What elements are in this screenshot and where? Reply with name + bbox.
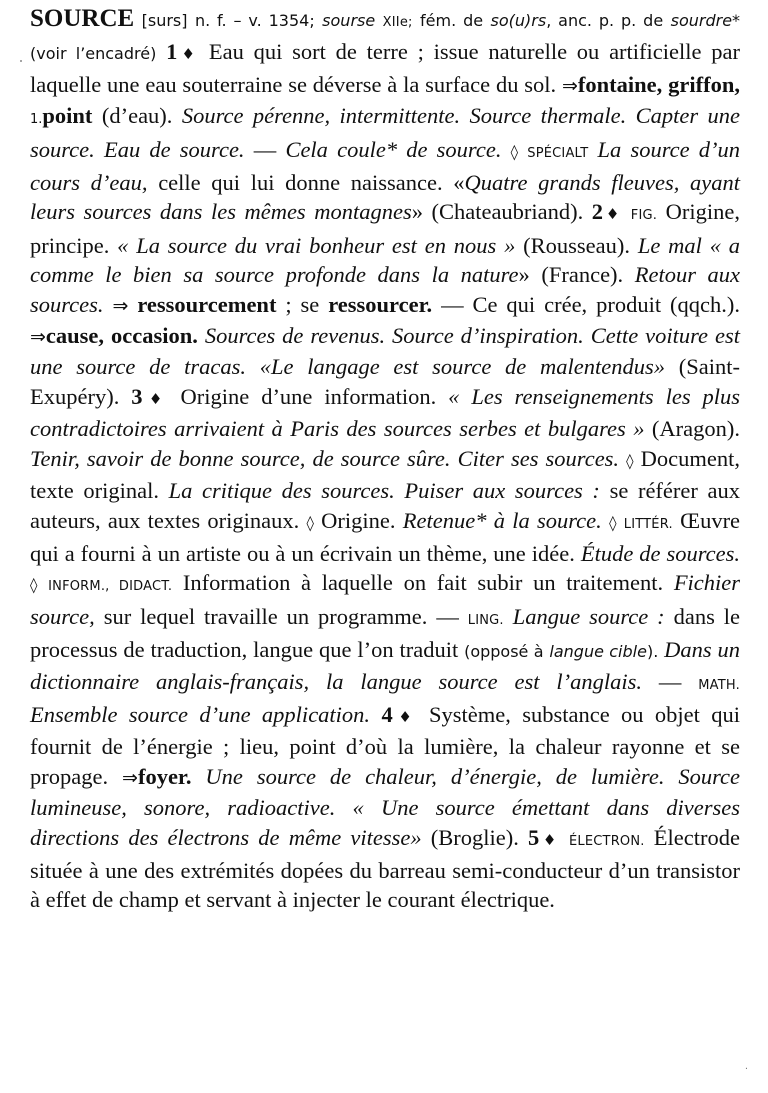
sense-1-examples: Source pérenne, intermittente. Source thermale. Capter une source. Eau de source.	[30, 103, 740, 162]
sense-1-definition: Eau qui sort de terre ; issue naturelle ou artificielle par laquelle une eau souterraine se déverse à la surface du sol.	[30, 39, 741, 97]
quote-open: «	[453, 170, 465, 196]
corner-speck: ·	[744, 1064, 748, 1075]
grammar-and-date: n. f. – v. 1354;	[194, 11, 315, 30]
etymology-origin: so(u)rs	[490, 11, 547, 30]
etymology-form: sourse	[322, 11, 376, 30]
cross-reference-arrow-icon: ⇒	[562, 74, 578, 97]
sense-2-definition: Origine, principe.	[30, 199, 740, 258]
sense-2-examples: Sources de revenus. Source d’inspiration. Cette voiture est une source de tracas. «Le langage est source de malentendus»	[30, 323, 740, 380]
sense-4-definition: Système, substance ou objet qui fournit de l’énergie ; lieu, point d’où la lumière, la chaleur rayonne et se propage.	[30, 701, 741, 789]
pronunciation: [surs]	[141, 11, 188, 30]
headword: SOURCE	[30, 5, 135, 32]
dictionary-entry: SOURCE [surs] n. f. – v. 1354; sourse XIIe; fém. de so(u)rs, anc. p. p. de sourdre* (voir l’encadré) 1♦ Eau qui sort de terre ; issue naturelle ou artificielle par laquelle une eau souterraine se déverse à la surface du sol. ⇒fontaine, griffon, 1.point (d’eau). Source pérenne, intermittente. Source thermale. Capter une source. Eau de source. — Cela coule* de source. ◊ SPÉCIALT La source d’un cours d’eau, celle qui lui donne naissance. «Quatre grands fleuves, ayant leurs sources dans les mêmes montagnes» (Chateaubriand). 2♦ FIG. Origine, principe. « La source du vrai bonheur est en nous » (Rousseau). Le mal « a comme le bien sa source profonde dans la nature» (France). Retour aux sources. ⇒ ressourcement ; se ressourcer. — Ce qui crée, produit (qqch.). ⇒cause, occasion. Sources de revenus. Source d’inspiration. Cette voiture est une source de tracas. «Le langage est source de malentendus» (Saint-Exupéry). 3♦ Origine d’une information. « Les renseignements les plus contradictoires arrivaient à Paris des sources serbes et bulgares » (Aragon). Tenir, savoir de bonne source, de source sûre. Citer ses sources. ◊ Document, texte original. La critique des sources. Puiser aux sources : se référer aux auteurs, aux textes originaux. ◊ Origine. Retenue* à la source. ◊ LITTÉR. Œuvre qui a fourni à un artiste ou à un écrivain un thème, une idée. Étude de sources. ◊ INFORM., DIDACT. Information à laquelle on fait subir un traitement. Fichier source, sur lequel travaille un programme. — LING. Langue source : dans le processus de traduction, langue que l’on traduit (opposé à langue cible). Dans un dictionnaire anglais-français, la langue source est l’anglais. — MATH. Ensemble source d’une application. 4♦ Système, substance ou objet qui fournit de l’énergie ; lieu, point d’où la lumière, la chaleur rayonne et se propage. ⇒foyer. Une source de chaleur, d’énergie, de lumière. Source lumineuse, sonore, radioactive. « Une source émettant dans diverses directions des électrons de même vitesse» (Broglie). 5♦ ÉLECTRON. Électrode située à une des extrémités dopées du barreau semi-conducteur d’un transistor à effet de champ et servant à injecter le courant électrique.	[30, 5, 741, 913]
sense-2-text: ; se	[285, 291, 320, 317]
sense-3-definition-3: se référer aux auteurs, aux textes originaux.	[30, 478, 741, 533]
usage-label: FIG.	[630, 208, 658, 224]
sense-3-examples-2: La critique des sources. Puiser aux sources :	[168, 478, 600, 504]
usage-label: SPÉCIALT	[527, 145, 589, 161]
quote-close: »	[518, 262, 530, 288]
sense-5-definition: Électrode située à une des extrémités dopées du barreau semi-conducteur d’un transistor à effet de champ et servant à injecter le courant électrique.	[30, 824, 740, 913]
sense-3-example-8: Ensemble source d’une application.	[30, 701, 371, 727]
sense-marker-icon: ♦	[177, 45, 200, 64]
diamond-icon: ◊	[306, 513, 314, 532]
quote-author: (Saint-Exupéry).	[30, 354, 740, 409]
sense-2-quote-2-start: Le mal «	[637, 232, 721, 258]
usage-label: LING.	[467, 612, 504, 628]
quote-author: (Rousseau).	[523, 232, 631, 258]
opposite-term: langue cible	[549, 642, 647, 662]
sense-3-definition-4: Origine.	[321, 507, 396, 533]
sense-3-definition-7: sur lequel travaille un programme.	[103, 603, 428, 629]
usage-label: INFORM., DIDACT.	[48, 579, 173, 595]
sense-1-quote: Quatre grands fleuves, ayant leurs sources dans les mêmes montagnes	[30, 170, 741, 225]
sense-1-example-2: Cela coule* de source.	[285, 136, 502, 162]
sense-3-example-4: Étude de sources.	[580, 540, 741, 566]
sense-1-xref-index: 1.	[30, 112, 43, 128]
sense-3-example-7: Dans un dictionnaire anglais-français, la langue source est l’anglais.	[30, 637, 741, 694]
etymology-note: (voir l’encadré)	[30, 44, 157, 64]
dash: —	[253, 136, 286, 162]
etymology-verb: sourdre*	[670, 11, 741, 30]
sense-1-xref-2: point	[42, 103, 93, 129]
sense-2-number: 2	[591, 199, 604, 225]
sense-3-definition-5: Œuvre qui a fourni à un artiste ou à un écrivain un thème, une idée.	[30, 507, 741, 566]
etymology-text-2: , anc. p. p. de	[546, 11, 664, 30]
quote-author: (Broglie).	[430, 824, 519, 850]
sense-3-number: 3	[131, 383, 143, 409]
opposite-note: (opposé à	[464, 642, 544, 662]
sense-3-definition-2: Document, texte original.	[30, 445, 740, 504]
sense-1-number: 1	[166, 39, 178, 65]
quote-author: (Aragon).	[651, 416, 740, 442]
sense-marker-icon: ♦	[603, 205, 623, 224]
sense-2-xref: ressourcement	[137, 291, 277, 317]
usage-label: LITTÉR.	[623, 516, 673, 532]
sense-marker-icon: ♦	[539, 830, 560, 849]
diamond-icon: ◊	[626, 451, 634, 470]
sense-2-xref-3: cause, occasion.	[45, 323, 198, 349]
sense-1-definition-2: celle qui lui donne naissance.	[158, 170, 443, 196]
sense-4-xref: foyer.	[137, 763, 192, 789]
sense-marker-icon: ♦	[142, 389, 169, 408]
sense-3-example-6: Langue source :	[512, 603, 665, 629]
sense-5-number: 5	[528, 824, 540, 850]
sense-2-quote-2: a comme le bien sa source profonde dans la nature	[30, 232, 741, 288]
sense-3-definition-8: dans le processus de traduction, langue que l’on traduit	[30, 603, 740, 663]
sense-1-example-3: La source d’un cours d’eau,	[30, 136, 741, 196]
etymology-text: fém. de	[420, 11, 484, 30]
sense-3-examples: Tenir, savoir de bonne source, de source sûre. Citer ses sources.	[30, 445, 620, 471]
diamond-icon: ◊	[510, 142, 519, 161]
diamond-icon: ◊	[30, 576, 38, 595]
sense-2-definition-2: — Ce qui crée, produit (qqch.).	[441, 291, 740, 317]
sense-marker-icon: ♦	[392, 707, 418, 726]
sense-3-definition: Origine d’une information.	[180, 383, 437, 409]
opposite-note-end: ).	[646, 642, 659, 662]
quote-close: »	[411, 199, 423, 225]
sense-3-example-3: Retenue* à la source.	[402, 507, 602, 533]
diamond-icon: ◊	[609, 513, 617, 532]
sense-4-examples: Une source de chaleur, d’énergie, de lumière. Source lumineuse, sonore, radioactive. « Une source émettant dans diverses directions des électrons de même vitesse»	[30, 763, 741, 850]
cross-reference-arrow-icon: ⇒	[30, 326, 46, 349]
sense-3-quote: « Les renseignements les plus contradictoires arrivaient à Paris des sources serbes et bulgares »	[30, 383, 741, 442]
margin-speck	[20, 60, 22, 62]
sense-2-example: Retour aux sources.	[30, 262, 740, 317]
sense-1-after: (d’eau).	[101, 103, 173, 129]
etymology-century: XIIe;	[382, 15, 413, 30]
usage-label: MATH.	[698, 677, 740, 693]
sense-2-xref-2: ressourcer.	[328, 291, 433, 317]
usage-label: ÉLECTRON.	[569, 833, 645, 849]
cross-reference-arrow-icon: ⇒	[112, 294, 129, 317]
cross-reference-arrow-icon: ⇒	[122, 766, 138, 789]
sense-1-xref: fontaine, griffon,	[577, 71, 740, 97]
sense-2-quote: « La source du vrai bonheur est en nous »	[117, 232, 516, 258]
sense-3-definition-6: Information à laquelle on fait subir un traitement.	[182, 570, 664, 596]
sense-3-example-5: Fichier source,	[30, 570, 741, 629]
quote-author: (France).	[541, 262, 624, 288]
sense-4-number: 4	[381, 701, 393, 727]
quote-author: (Chateaubriand).	[431, 199, 584, 225]
